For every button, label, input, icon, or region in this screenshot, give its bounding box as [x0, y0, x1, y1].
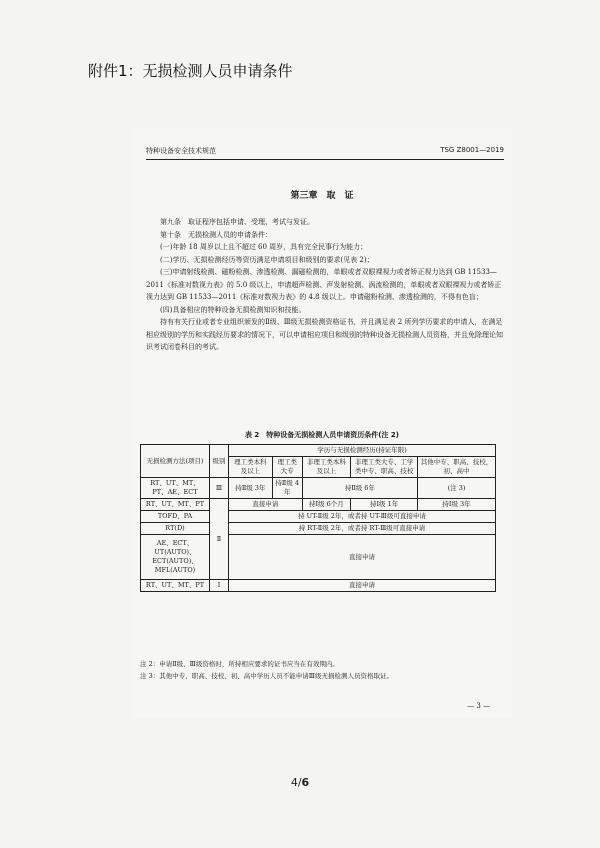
cell-method: RT、UT、MT、PT	[141, 580, 210, 592]
cell-cd: 持Ⅱ级 6年	[302, 478, 417, 499]
pager-current: 4	[290, 776, 298, 789]
condition-4: (四)具备相应的特种设备无损检测知识和技能。	[160, 305, 306, 314]
table-row	[141, 511, 496, 523]
cell-method: AE、ECT、UT(AUTO)、ECT(AUTO)、MFL(AUTO)	[141, 535, 210, 580]
cell-span: 直接申请	[229, 535, 496, 580]
header-group: 学历与无损检测经历(持证年限)	[229, 445, 496, 457]
header-left: 特种设备安全技术规范	[146, 147, 216, 155]
article-10: 第十条 无损检测人员的申请条件：	[160, 230, 272, 239]
cell-span: 直接申请	[229, 580, 496, 592]
header-col-c: 非理工类本科及以上	[302, 457, 350, 478]
cell-level: Ⅱ	[210, 499, 229, 580]
header-col-d: 非理工类大专、工学类中专、职高、技校	[351, 457, 418, 478]
article-9: 第九条 取证程序包括申请、受理、考试与发证。	[160, 218, 314, 226]
condition-3: (三)申请射线检测、磁粉检测、渗透检测、漏磁检测的，单眼或者双眼裸视力或者矫正视力达到 GB 11533—2011《标准对数视力表》的 5.0 级以上，申请超声检测、声发射检测、涡流检测的，单眼或者双眼裸视力或者矫正视力达到 GB 11533—2011《标准对数视力表》的 4.8 级以上。申请磁粉检测、渗透检测的，不得有色盲；	[146, 268, 502, 301]
cell-method: TOFD、PA	[141, 511, 210, 523]
cell-d: 持Ⅰ级 1年	[351, 499, 418, 511]
condition-1: (一)年龄 18 周岁以上且不超过 60 周岁，具有完全民事行为能力；	[160, 243, 368, 251]
note-2: 注 2：申请Ⅱ级、Ⅲ级资格时，所持相应要求的证书应当在有效期内。	[140, 660, 339, 668]
cell-method: RT、UT、MT、PT	[141, 499, 210, 511]
cell-b: 持Ⅱ级 4年	[272, 478, 302, 499]
cell-method: RT(D)	[141, 523, 210, 535]
table-row	[141, 499, 496, 511]
cell-level: Ⅲ	[210, 478, 229, 499]
header-method: 无损检测方法(项目)	[141, 445, 210, 478]
cell-span: 持 RT-Ⅱ级 2年，或者持 RT-Ⅲ级可直接申请	[229, 523, 496, 535]
page-number: — 3 —	[467, 702, 490, 710]
exemption-paragraph: 持有有关行业或者专业组织颁发的Ⅱ级、Ⅲ级无损检测资格证书，并且满足表 2 所列学历要求的申请人，在满足相应级别的学历和实践经历要求的情况下，可以申请相应项目和级别的特种设备无损检测人员资格，并且免除理论知识考试闭卷科目的考试。	[146, 318, 503, 351]
cell-method: RT、UT、MT、PT、AE、ECT	[141, 478, 210, 499]
cell-a: 持Ⅱ级 3年	[229, 478, 273, 499]
pager-separator: /	[297, 776, 302, 789]
cell-e: (注 3)	[418, 478, 496, 499]
table-notes	[140, 658, 504, 682]
condition-2: (二)学历、无损检测经历等资历满足申请项目和级别的要求(见表 2)；	[160, 255, 374, 264]
pdf-pager	[0, 776, 600, 789]
chapter-title: 第三章 取 证	[290, 191, 354, 201]
pager-total: 6	[301, 776, 310, 789]
header-col-b: 理工类大专	[272, 457, 302, 478]
header-col-a: 理工类本科及以上	[229, 457, 273, 478]
header-right: TSG Z8001—2019	[440, 146, 504, 154]
table-row	[141, 580, 496, 592]
document-page	[132, 128, 512, 718]
attachment-title: 附件1：无损检测人员申请条件	[88, 62, 293, 80]
body-text	[146, 216, 504, 354]
table-row	[141, 523, 496, 535]
cell-c: 持Ⅰ级 6个月	[302, 499, 350, 511]
cell-e: 持Ⅰ级 3年	[418, 499, 496, 511]
cell-span: 持 UT-Ⅱ级 2年，或者持 UT-Ⅲ级可直接申请	[229, 511, 496, 523]
cell-ab: 直接申请	[229, 499, 303, 511]
table-header-row-1	[141, 445, 496, 457]
table-row	[141, 478, 496, 499]
table-caption: 表 2 特种设备无损检测人员申请资历条件(注 2)	[244, 431, 399, 439]
page-header	[146, 146, 504, 160]
requirements-table	[140, 444, 496, 592]
header-level: 级别	[210, 445, 229, 478]
cell-level: Ⅰ	[210, 580, 229, 592]
table-row	[141, 535, 496, 580]
note-3: 注 3：其他中专、职高、技校、初、高中学历人员不能申请Ⅲ级无损检测人员资格取证。	[140, 672, 393, 680]
header-col-e: 其他中专、职高、技校，初、高中	[418, 457, 496, 478]
